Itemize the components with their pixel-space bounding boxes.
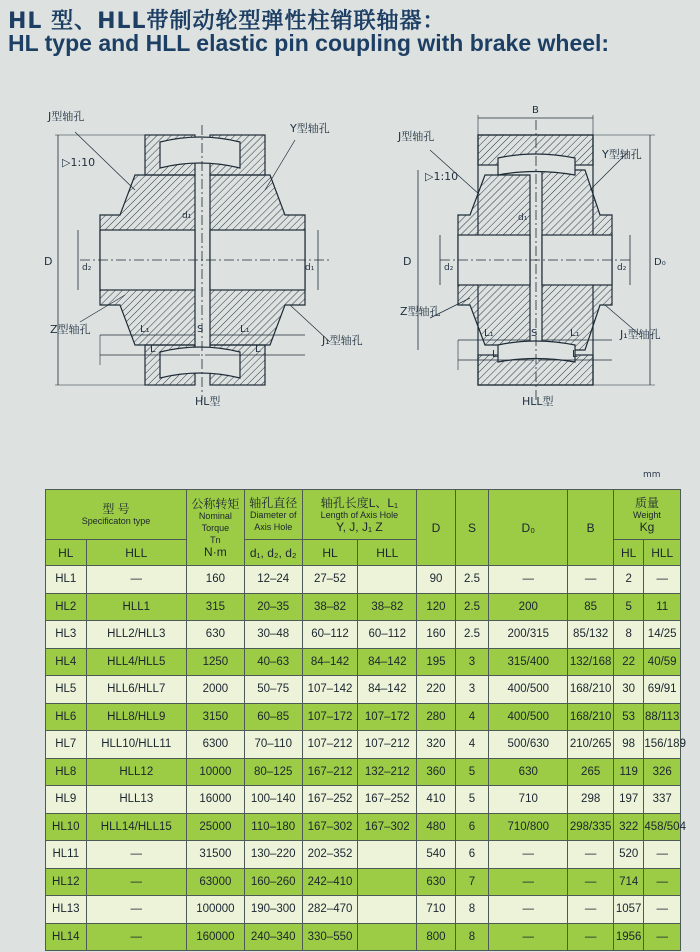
table-cell: 120 [417, 593, 456, 621]
table-cell: — [489, 841, 568, 869]
header-torque-en2: Torque [201, 522, 230, 533]
table-cell: 110–180 [244, 813, 302, 841]
table-row [46, 841, 681, 869]
table-cell: 30–48 [244, 621, 302, 649]
table-cell: 12–24 [244, 566, 302, 594]
table-cell: 210/265 [568, 731, 614, 759]
table-cell: — [86, 868, 186, 896]
table-cell: — [86, 896, 186, 924]
table-cell: 315/400 [489, 648, 568, 676]
hl-l-left-label: L [150, 344, 156, 355]
table-cell: 8 [455, 923, 488, 951]
table-row [46, 896, 681, 924]
table-cell: HL13 [46, 896, 87, 924]
table-cell: 16000 [186, 786, 244, 814]
table-cell: HLL13 [86, 786, 186, 814]
table-cell: 38–82 [358, 593, 417, 621]
table-cell: 160–260 [244, 868, 302, 896]
table-cell: 167–252 [302, 786, 358, 814]
hl-j1-hole-label: J₁型轴孔 [322, 334, 363, 347]
table-cell: 11 [644, 593, 681, 621]
hll-bottom-pin [498, 341, 575, 362]
table-cell: 6 [455, 813, 488, 841]
table-cell: 132/168 [568, 648, 614, 676]
header-torque-cn: 公称转矩 [191, 496, 240, 511]
header-length [302, 490, 417, 540]
hl-j-hole-label: J型轴孔 [48, 110, 85, 123]
table-cell: — [568, 923, 614, 951]
hl-d-label: D [44, 255, 53, 268]
table-cell: 107–172 [302, 703, 358, 731]
hl-z-hole-label: Z型轴孔 [50, 323, 91, 336]
table-cell: HLL4/HLL5 [86, 648, 186, 676]
table-cell: 119 [613, 758, 643, 786]
table-cell: 360 [417, 758, 456, 786]
hl-d1-right-label: d₁ [305, 263, 315, 273]
table-cell: 202–352 [302, 841, 358, 869]
table-cell: 710 [489, 786, 568, 814]
table-cell: 90 [417, 566, 456, 594]
header-diameter [244, 490, 302, 540]
hll-top-pin [498, 154, 575, 175]
table-cell: 27–52 [302, 566, 358, 594]
hl-s-label: S [197, 324, 204, 335]
header-diameter-en: Diameter of [249, 509, 297, 520]
table-cell: 168/210 [568, 703, 614, 731]
table-row [46, 621, 681, 649]
table-cell: HL9 [46, 786, 87, 814]
table-cell: 69/91 [644, 676, 681, 704]
header-model-en: Specificaton type [81, 515, 151, 526]
table-cell: HL6 [46, 703, 87, 731]
table-cell: 3150 [186, 703, 244, 731]
table-cell: — [568, 566, 614, 594]
hl-l1-left-label: L₁ [140, 324, 150, 335]
table-cell: — [568, 896, 614, 924]
table-row [46, 566, 681, 594]
hll-j-hole-label: J型轴孔 [398, 130, 435, 143]
table-cell: 315 [186, 593, 244, 621]
table-cell: 200/315 [489, 621, 568, 649]
unit-label: mm [643, 470, 661, 480]
table-cell: HL2 [46, 593, 87, 621]
hll-l1-left-label: L₁ [484, 328, 494, 339]
header-length-sym: Y, J, J₁ Z [336, 519, 383, 534]
hll-s-label: S [531, 328, 538, 339]
table-cell: 60–85 [244, 703, 302, 731]
header-torque-unit: N·m [204, 544, 227, 559]
page-title-english: HL type and HLL elastic pin coupling with brake wheel: [8, 30, 610, 56]
table-cell: 8 [613, 621, 643, 649]
hll-l1-right-label: L₁ [570, 328, 580, 339]
table-cell: 84–142 [358, 648, 417, 676]
table-cell: — [644, 896, 681, 924]
table-cell: 458/504 [644, 813, 681, 841]
header-torque-en1: Nominal [198, 510, 232, 521]
table-cell: 220 [417, 676, 456, 704]
table-cell: 8 [455, 896, 488, 924]
table-cell: 84–142 [302, 648, 358, 676]
header-d0: D₀ [489, 490, 568, 566]
table-cell: HLL10/HLL11 [86, 731, 186, 759]
table-cell: 298/335 [568, 813, 614, 841]
table-cell: 3 [455, 676, 488, 704]
header-model [46, 490, 187, 540]
table-row [46, 593, 681, 621]
subheader-weight-hl: HL [613, 540, 643, 566]
table-cell: — [86, 841, 186, 869]
table-cell: 190–300 [244, 896, 302, 924]
table-cell: 326 [644, 758, 681, 786]
table-cell: HLL8/HLL9 [86, 703, 186, 731]
table-cell: 167–212 [302, 758, 358, 786]
table-row [46, 731, 681, 759]
table-cell: 2000 [186, 676, 244, 704]
table-cell: 80–125 [244, 758, 302, 786]
table-cell: 85/132 [568, 621, 614, 649]
subheader-hll: HLL [86, 540, 186, 566]
table-cell: 630 [417, 868, 456, 896]
hll-z-hole-label: Z型轴孔 [400, 305, 441, 318]
table-cell: — [568, 841, 614, 869]
table-cell: 107–172 [358, 703, 417, 731]
header-weight [613, 490, 680, 540]
table-cell: 330–550 [302, 923, 358, 951]
table-cell: 40–63 [244, 648, 302, 676]
hl-d1-label: d₁ [182, 211, 192, 221]
table-row [46, 868, 681, 896]
header-d: D [417, 490, 456, 566]
table-cell: 280 [417, 703, 456, 731]
table-cell: — [644, 841, 681, 869]
header-b: B [568, 490, 614, 566]
table-cell: 5 [455, 758, 488, 786]
table-row [46, 813, 681, 841]
table-cell: HL14 [46, 923, 87, 951]
table-cell: 20–35 [244, 593, 302, 621]
hll-d1-label: d₁ [518, 213, 528, 223]
hll-d2-label: d₂ [444, 263, 454, 273]
table-cell: 6 [455, 841, 488, 869]
subheader-weight-hll: HLL [644, 540, 681, 566]
table-cell: 200 [489, 593, 568, 621]
table-cell: 22 [613, 648, 643, 676]
table-cell: 130–220 [244, 841, 302, 869]
hll-b-label: B [532, 105, 539, 116]
table-cell: 40/59 [644, 648, 681, 676]
table-cell: 265 [568, 758, 614, 786]
subheader-hl: HL [46, 540, 87, 566]
table-row [46, 923, 681, 951]
table-cell [358, 841, 417, 869]
table-cell: 84–142 [358, 676, 417, 704]
table-cell: HL4 [46, 648, 87, 676]
table-cell: — [568, 868, 614, 896]
hll-y-hole-label: Y型轴孔 [602, 148, 642, 161]
table-cell: HL12 [46, 868, 87, 896]
table-cell: 85 [568, 593, 614, 621]
table-cell: 240–340 [244, 923, 302, 951]
table-cell [358, 923, 417, 951]
table-cell: 156/189 [644, 731, 681, 759]
table-cell: 31500 [186, 841, 244, 869]
table-cell: — [86, 923, 186, 951]
table-cell: 53 [613, 703, 643, 731]
table-cell: — [489, 566, 568, 594]
table-cell: 1057 [613, 896, 643, 924]
spec-table [45, 489, 686, 951]
table-cell: 1250 [186, 648, 244, 676]
table-cell: 2.5 [455, 621, 488, 649]
table-cell: HL8 [46, 758, 87, 786]
hll-d0-label: D₀ [654, 257, 666, 268]
table-cell: 70–110 [244, 731, 302, 759]
table-row [46, 703, 681, 731]
hll-d2-right-label: d₂ [617, 263, 627, 273]
table-cell: 168/210 [568, 676, 614, 704]
table-cell: 520 [613, 841, 643, 869]
table-cell: — [86, 566, 186, 594]
table-cell: 160 [417, 621, 456, 649]
hll-j1-hole-label: J₁型轴孔 [620, 328, 661, 341]
table-cell: 2.5 [455, 566, 488, 594]
hll-caption: HLL型 [522, 395, 554, 408]
table-cell: 410 [417, 786, 456, 814]
header-weight-unit: Kg [639, 519, 655, 534]
table-cell: 107–142 [302, 676, 358, 704]
table-cell: 50–75 [244, 676, 302, 704]
table-cell: 337 [644, 786, 681, 814]
table-cell: HL1 [46, 566, 87, 594]
table-cell: — [489, 923, 568, 951]
table-cell: 60–112 [302, 621, 358, 649]
table-cell: 480 [417, 813, 456, 841]
table-cell: 100000 [186, 896, 244, 924]
table-cell: 195 [417, 648, 456, 676]
table-cell: 5 [455, 786, 488, 814]
hll-taper-label: ▷1:10 [425, 170, 459, 183]
table-cell: 197 [613, 786, 643, 814]
table-cell: 540 [417, 841, 456, 869]
hl-taper-label: ▷1:10 [62, 156, 96, 169]
table-cell: 710/800 [489, 813, 568, 841]
table-cell: 710 [417, 896, 456, 924]
table-cell: 500/630 [489, 731, 568, 759]
hll-l-left-label: L [492, 349, 498, 360]
header-model-cn: 型 号 [102, 501, 130, 516]
header-torque [186, 490, 244, 566]
table-row [46, 786, 681, 814]
table-cell: 38–82 [302, 593, 358, 621]
table-cell: — [489, 868, 568, 896]
table-row [46, 648, 681, 676]
hl-caption: HL型 [195, 395, 221, 408]
table-cell: 132–212 [358, 758, 417, 786]
table-cell: 4 [455, 731, 488, 759]
table-cell: HL11 [46, 841, 87, 869]
table-cell: 298 [568, 786, 614, 814]
table-cell: 2 [613, 566, 643, 594]
spec-table-body [46, 566, 686, 951]
table-row [46, 676, 681, 704]
table-cell: — [644, 868, 681, 896]
hl-l1-right-label: L₁ [240, 324, 250, 335]
hll-d-label: D [403, 255, 412, 268]
table-cell: 160000 [186, 923, 244, 951]
table-cell: — [644, 566, 681, 594]
technical-drawings [0, 80, 700, 430]
subheader-length-hl: HL [302, 540, 358, 566]
header-torque-en3: Tn [210, 534, 221, 545]
header-weight-en: Weight [633, 509, 661, 520]
table-cell: — [644, 923, 681, 951]
table-cell: 5 [613, 593, 643, 621]
hll-l-right-label: L [572, 349, 578, 360]
header-diameter-en2: Axis Hole [254, 521, 293, 532]
table-cell: 800 [417, 923, 456, 951]
header-diameter-cn: 轴孔直径 [249, 495, 298, 510]
table-cell: 400/500 [489, 676, 568, 704]
table-cell: 7 [455, 868, 488, 896]
table-cell: 167–302 [358, 813, 417, 841]
table-cell: 6300 [186, 731, 244, 759]
table-cell: 63000 [186, 868, 244, 896]
table-cell: 630 [489, 758, 568, 786]
page-title-chinese: HL 型、HLL带制动轮型弹性柱销联轴器： [8, 9, 446, 34]
table-cell: 320 [417, 731, 456, 759]
table-cell: 242–410 [302, 868, 358, 896]
table-cell: HLL2/HLL3 [86, 621, 186, 649]
table-cell: 167–252 [358, 786, 417, 814]
hl-y-hole-label: Y型轴孔 [290, 122, 330, 135]
table-cell: 160 [186, 566, 244, 594]
table-cell: 107–212 [358, 731, 417, 759]
table-cell: 107–212 [302, 731, 358, 759]
table-cell [358, 896, 417, 924]
table-cell: 282–470 [302, 896, 358, 924]
table-cell: 1956 [613, 923, 643, 951]
hl-top-pin [160, 137, 240, 168]
hl-drawing [55, 125, 330, 400]
table-cell: HL7 [46, 731, 87, 759]
table-cell: HLL14/HLL15 [86, 813, 186, 841]
table-cell: HLL6/HLL7 [86, 676, 186, 704]
table-cell: 2.5 [455, 593, 488, 621]
table-cell: 10000 [186, 758, 244, 786]
table-row [46, 758, 681, 786]
table-cell: HL10 [46, 813, 87, 841]
header-weight-cn: 质量 [634, 495, 659, 510]
table-cell: 714 [613, 868, 643, 896]
hl-l-right-label: L [255, 344, 261, 355]
header-length-cn: 轴孔长度L、L₁ [320, 495, 399, 510]
table-cell: 100–140 [244, 786, 302, 814]
table-cell [358, 868, 417, 896]
table-cell: 30 [613, 676, 643, 704]
table-cell: 14/25 [644, 621, 681, 649]
table-cell: 630 [186, 621, 244, 649]
table-cell: HLL12 [86, 758, 186, 786]
header-length-en: Length of Axis Hole [320, 509, 399, 520]
table-cell: 167–302 [302, 813, 358, 841]
table-cell: HLL1 [86, 593, 186, 621]
table-cell: 322 [613, 813, 643, 841]
subheader-length-hll: HLL [358, 540, 417, 566]
header-s: S [455, 490, 488, 566]
table-cell: 25000 [186, 813, 244, 841]
table-cell: HL5 [46, 676, 87, 704]
table-cell: 400/500 [489, 703, 568, 731]
subheader-diameter-sym: d₁, d₂, d₂ [244, 540, 302, 566]
table-cell: HL3 [46, 621, 87, 649]
hl-d2-label: d₂ [82, 263, 92, 273]
table-cell: 60–112 [358, 621, 417, 649]
table-cell [358, 566, 417, 594]
table-cell: 4 [455, 703, 488, 731]
table-cell: 3 [455, 648, 488, 676]
hl-bottom-pin [160, 347, 240, 378]
table-cell: — [489, 896, 568, 924]
table-cell: 98 [613, 731, 643, 759]
table-cell: 88/113 [644, 703, 681, 731]
